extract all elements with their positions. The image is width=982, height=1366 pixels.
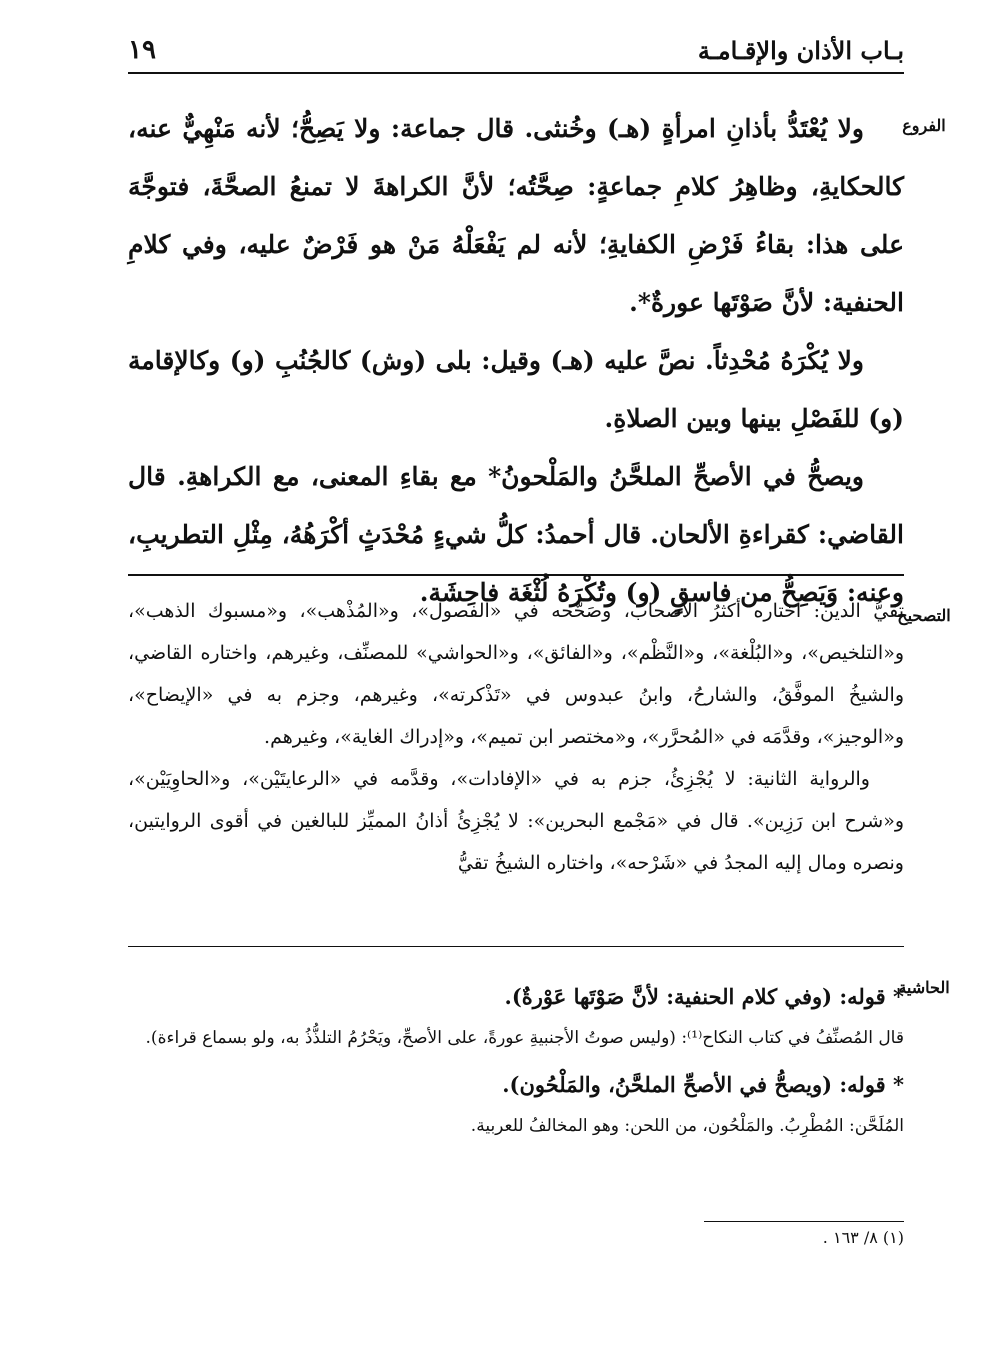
- tashih-bottom-rule: [128, 946, 904, 947]
- footnote-rule: [704, 1221, 904, 1222]
- tashih-paragraph-1: تقيُّ الدين: اختاره أكثرُ الأصحاب، وصَحَّحه في «الفصول»، و«المُذْهب»، و«مسبوك الذهب»، و«التلخيص»، و«البُلْغة»، و«النَّظْم»، و«الفائق»، و«الحواشي» للمصنِّف، وغيرهم، واختاره القاضي، والشيخُ الموفَّقُ، والشارحُ، وابنُ عبدوس في «تَذْكرته»، وغيرهم، وجزم به في «الإيضاح»، و«الوجيز»، وقدَّمَه في «المُحرَّر»، و«مختصر ابن تميم»، و«إدراك الغاية»، وغيرهم.: [128, 600, 904, 748]
- page-number: ١٩: [128, 35, 156, 65]
- page-header: [128, 28, 904, 74]
- hashiya-comment-1: قال المُصنِّفُ في كتاب النكاح⁽¹⁾: (وليس صوتُ الأجنبيةِ عورةً، على الأصحِّ، ويَحْرُمُ التلذُّذُ به، ولو بسماع قراءة).: [145, 1028, 904, 1048]
- hashiya-comment-2: المُلَحَّن: المُطْرِبُ. والمَلْحُون، من اللحن: وهو المخالفُ للعربية.: [470, 1116, 904, 1136]
- label-furu: الفروع: [902, 116, 946, 135]
- footnote: (١) ٨/ ١٦٣ .: [822, 1228, 904, 1247]
- label-hashiya: الحاشية: [898, 978, 950, 997]
- label-tashih: التصحيح: [897, 606, 951, 625]
- chapter-title: بـاب الأذان والإقـامـة: [697, 35, 904, 65]
- hashiya-quote-2: * قوله: (ويصحُّ في الأصحِّ الملحَّنُ، والمَلْحُون).: [502, 1072, 904, 1097]
- furu-paragraph-3: ويصحُّ في الأصحِّ الملحَّنُ والمَلْحونُ* مع بقاءِ المعنى، مع الكراهةِ. قال القاضي: كقراءةِ الألحان. قال أحمدُ: كلُّ شيءٍ مُحْدَثٍ أكْرَهُهُ، مِثْلِ التطريبِ، وعنه: وَيَصِحُّ من فاسقٍ (و) وتُكْرَهُ لُثْغَة فاحِشَة.: [128, 462, 904, 607]
- furu-section: [128, 100, 904, 622]
- furu-paragraph-2: ولا يُكْرَهُ مُحْدِثاً. نصَّ عليه (هـ) وقيل: بلى (وش) كالجُنُبِ (و) وكالإقامة (و) للفَصْلِ بينها وبين الصلاةِ.: [128, 346, 904, 433]
- tashih-section: [128, 590, 904, 884]
- tashih-paragraph-2: والرواية الثانية: لا يُجْزِئُ، جزم به في «الإفادات»، وقدَّمه في «الرعايتَيْن»، و«الحاوِيَيْن»، و«شرح ابن رَزِين». قال في «مَجْمع البحرين»: لا يُجْزِئُ أذانُ المميِّز للبالغين في أقوى الروايتين، ونصره ومال إليه المجدُ في «شَرْحه»، واختاره الشيخُ تقيُّ: [128, 768, 904, 874]
- hashiya-section: [128, 975, 904, 1145]
- section-divider: [128, 574, 904, 576]
- furu-paragraph-1: ولا يُعْتَدُّ بأذانِ امرأةٍ (هـ) وخُنثى. قال جماعة: ولا يَصِحُّ؛ لأنه مَنْهِيٌّ عنه، كالحكايةِ، وظاهِرُ كلامِ جماعةٍ: صِحَّتُه؛ لأنَّ الكراهةَ لا تمنعُ الصحَّةَ، فتوجَّهَ على هذا: بقاءُ فَرْضِ الكفايةِ؛ لأنه لم يَفْعَلْهُ مَنْ هو فَرْضٌ عليه، وفي كلامِ الحنفية: لأنَّ صَوْتَها عورةٌ*.: [128, 114, 904, 317]
- hashiya-quote-1: * قوله: (وفي كلام الحنفية: لأنَّ صَوْتَها عَوْرةٌ).: [504, 984, 904, 1009]
